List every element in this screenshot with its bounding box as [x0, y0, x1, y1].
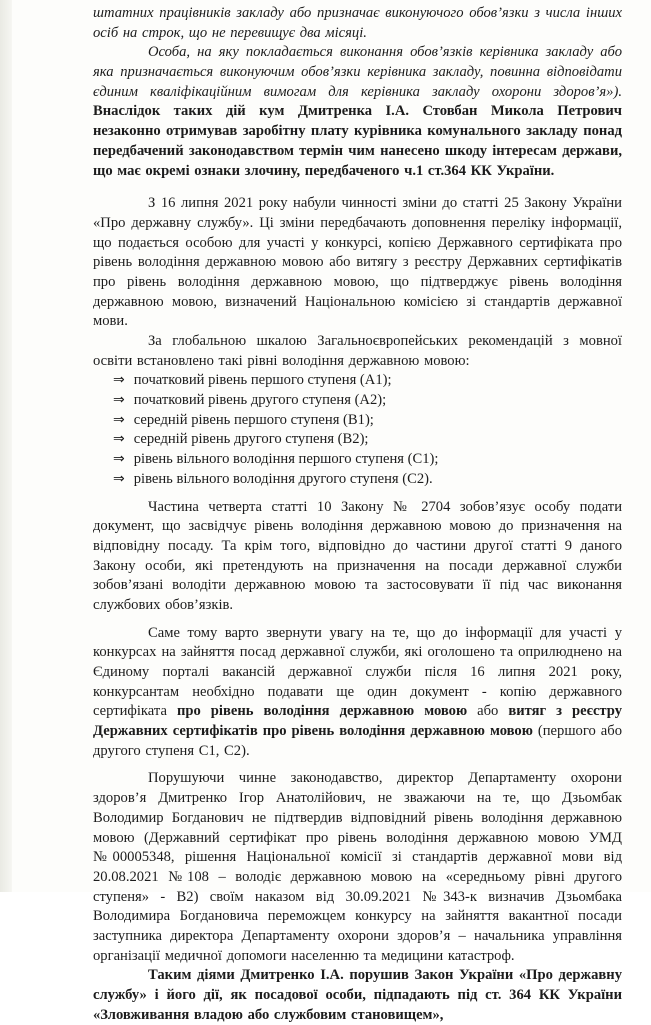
double-arrow-bullet-icon: ⇒	[113, 470, 125, 487]
list-item-text: початковий рівень першого ступеня (А1);	[133, 372, 392, 389]
list-item	[113, 391, 622, 411]
quote-italic-text: Особа, на яку покладається виконання обов’язків керівника закладу або яка призначається виконуючим обов’язки керівника закладу, повинна відповідати єдиним кваліфікаційним вимогам для керівника закладу охорони здоров’я»).	[93, 44, 622, 100]
paragraph-conclusion-bold: Таким діями Дмитренко І.А. порушив Закон України «Про державну службу» і його дії, як посадової особи, підпадають під ст. 364 КК України «Зловживання владою або службовим становищем»,	[93, 967, 622, 1023]
double-arrow-bullet-icon: ⇒	[113, 451, 125, 468]
scan-edge-shadow	[0, 0, 12, 892]
certificate-text-bold: витяг з реєстру Державних сертифікатів про рівень володіння державною мовою	[93, 703, 622, 740]
list-item-text: рівень вільного володіння другого ступеня (С2).	[133, 470, 433, 487]
accusation-bold-text: Внаслідок таких дій кум Дмитренка І.А. Стовбан Микола Петрович незаконно отримував заробітну плату курівника комунального закладу понад передбачений законодавством термін чим нанесено шкоду інтересам держави, що має окремі ознаки злочину, передбаченого ч.1 ст.364 КК України.	[93, 103, 622, 179]
certificate-text-normal: або	[467, 703, 509, 720]
paragraph-certificate-requirement	[93, 624, 622, 762]
paragraph-cefr-scale-intro: За глобальною шкалою Загальноєвропейських рекомендацій з мовної освіти встановлено такі рівні володіння державною мовою:	[93, 333, 622, 369]
certificate-text-bold: про рівень володіння державною мовою	[176, 703, 468, 720]
certificate-text-normal: (першого або другого ступеня С1, С2).	[93, 723, 622, 759]
paragraph-continuation-quote: штатних працівників закладу або призначає виконуючого обов’язки з числа інших осіб на строк, що не перевищує два місяці.	[93, 5, 622, 41]
list-item	[113, 430, 622, 450]
double-arrow-bullet-icon: ⇒	[113, 372, 125, 389]
list-item-text: середній рівень першого ступеня (В1);	[133, 411, 374, 428]
paragraph-violation-details: Порушуючи чинне законодавство, директор Департаменту охорони здоров’я Дмитренко Ігор Анатолійович, не зважаючи на те, що Дзьомбак Володимир Богданович не підтвердив відповідний рівень володіння державною мовою (Державний сертифікат про рівень володіння державною мовою УМД №00005348, рішення Національної комісії зі стандартів державної мови від 20.08.2021 №108 – володіє державною мовою на «середньому рівні другого ступеня» - В2) своїм наказом від 30.09.2021 №343-к визначив Дзьомбака Володимира Богдановича переможцем конкурсу на зайняття вакантної посади заступника директора Департаменту охорони здоров’я – начальника управління організації медичної допомоги населенню та медицини катастроф.	[93, 770, 622, 964]
paragraph-acting-head-quote	[93, 43, 622, 181]
double-arrow-bullet-icon: ⇒	[113, 431, 125, 448]
list-item	[113, 411, 622, 431]
list-item-text: середній рівень другого ступеня (В2);	[133, 431, 369, 448]
paragraph-law-amendments: З 16 липня 2021 року набули чинності зміни до статті 25 Закону України «Про державну службу». Ці зміни передбачають доповнення переліку інформації, що подається особою для участі у конкурсі, копією Державного сертифіката про рівень володіння державною мовою або витягу з реєстру Державних сертифікатів про рівень володіння державною мовою, що підтверджує рівень володіння державною мовою, визначений Національною комісією зі стандартів державної мови.	[93, 195, 622, 330]
list-item	[113, 371, 622, 391]
list-item	[113, 450, 622, 470]
certificate-text-normal: Саме тому варто звернути увагу на те, що до інформації для участі у конкурсах на зайняття посад державної служби, які оголошено та оприлюднено на Єдиному порталі вакансій державної служби після 16 липня 2021 року, конкурсантам необхідно подавати ще один документ - копію державного сертифіката	[93, 624, 622, 720]
document-content	[93, 4, 622, 1025]
list-item	[113, 470, 622, 490]
double-arrow-bullet-icon: ⇒	[113, 411, 125, 428]
double-arrow-bullet-icon: ⇒	[113, 392, 125, 409]
paragraph-law-2704: Частина четверта статті 10 Закону № 2704 зобов’язує особу подати документ, що засвідчує рівень володіння державною мовою до призначення на відповідну посаду. Та крім того, відповідно до частини другої статті 9 даного Закону особи, які претендують на призначення на посади державної служби зобов’язані володіти державною мовою та застосовувати її під час виконання службових обов’язків.	[93, 498, 622, 613]
list-item-text: рівень вільного володіння першого ступеня (С1);	[133, 451, 439, 468]
list-item-text: початковий рівень другого ступеня (А2);	[133, 392, 387, 409]
language-levels-list	[113, 371, 622, 489]
